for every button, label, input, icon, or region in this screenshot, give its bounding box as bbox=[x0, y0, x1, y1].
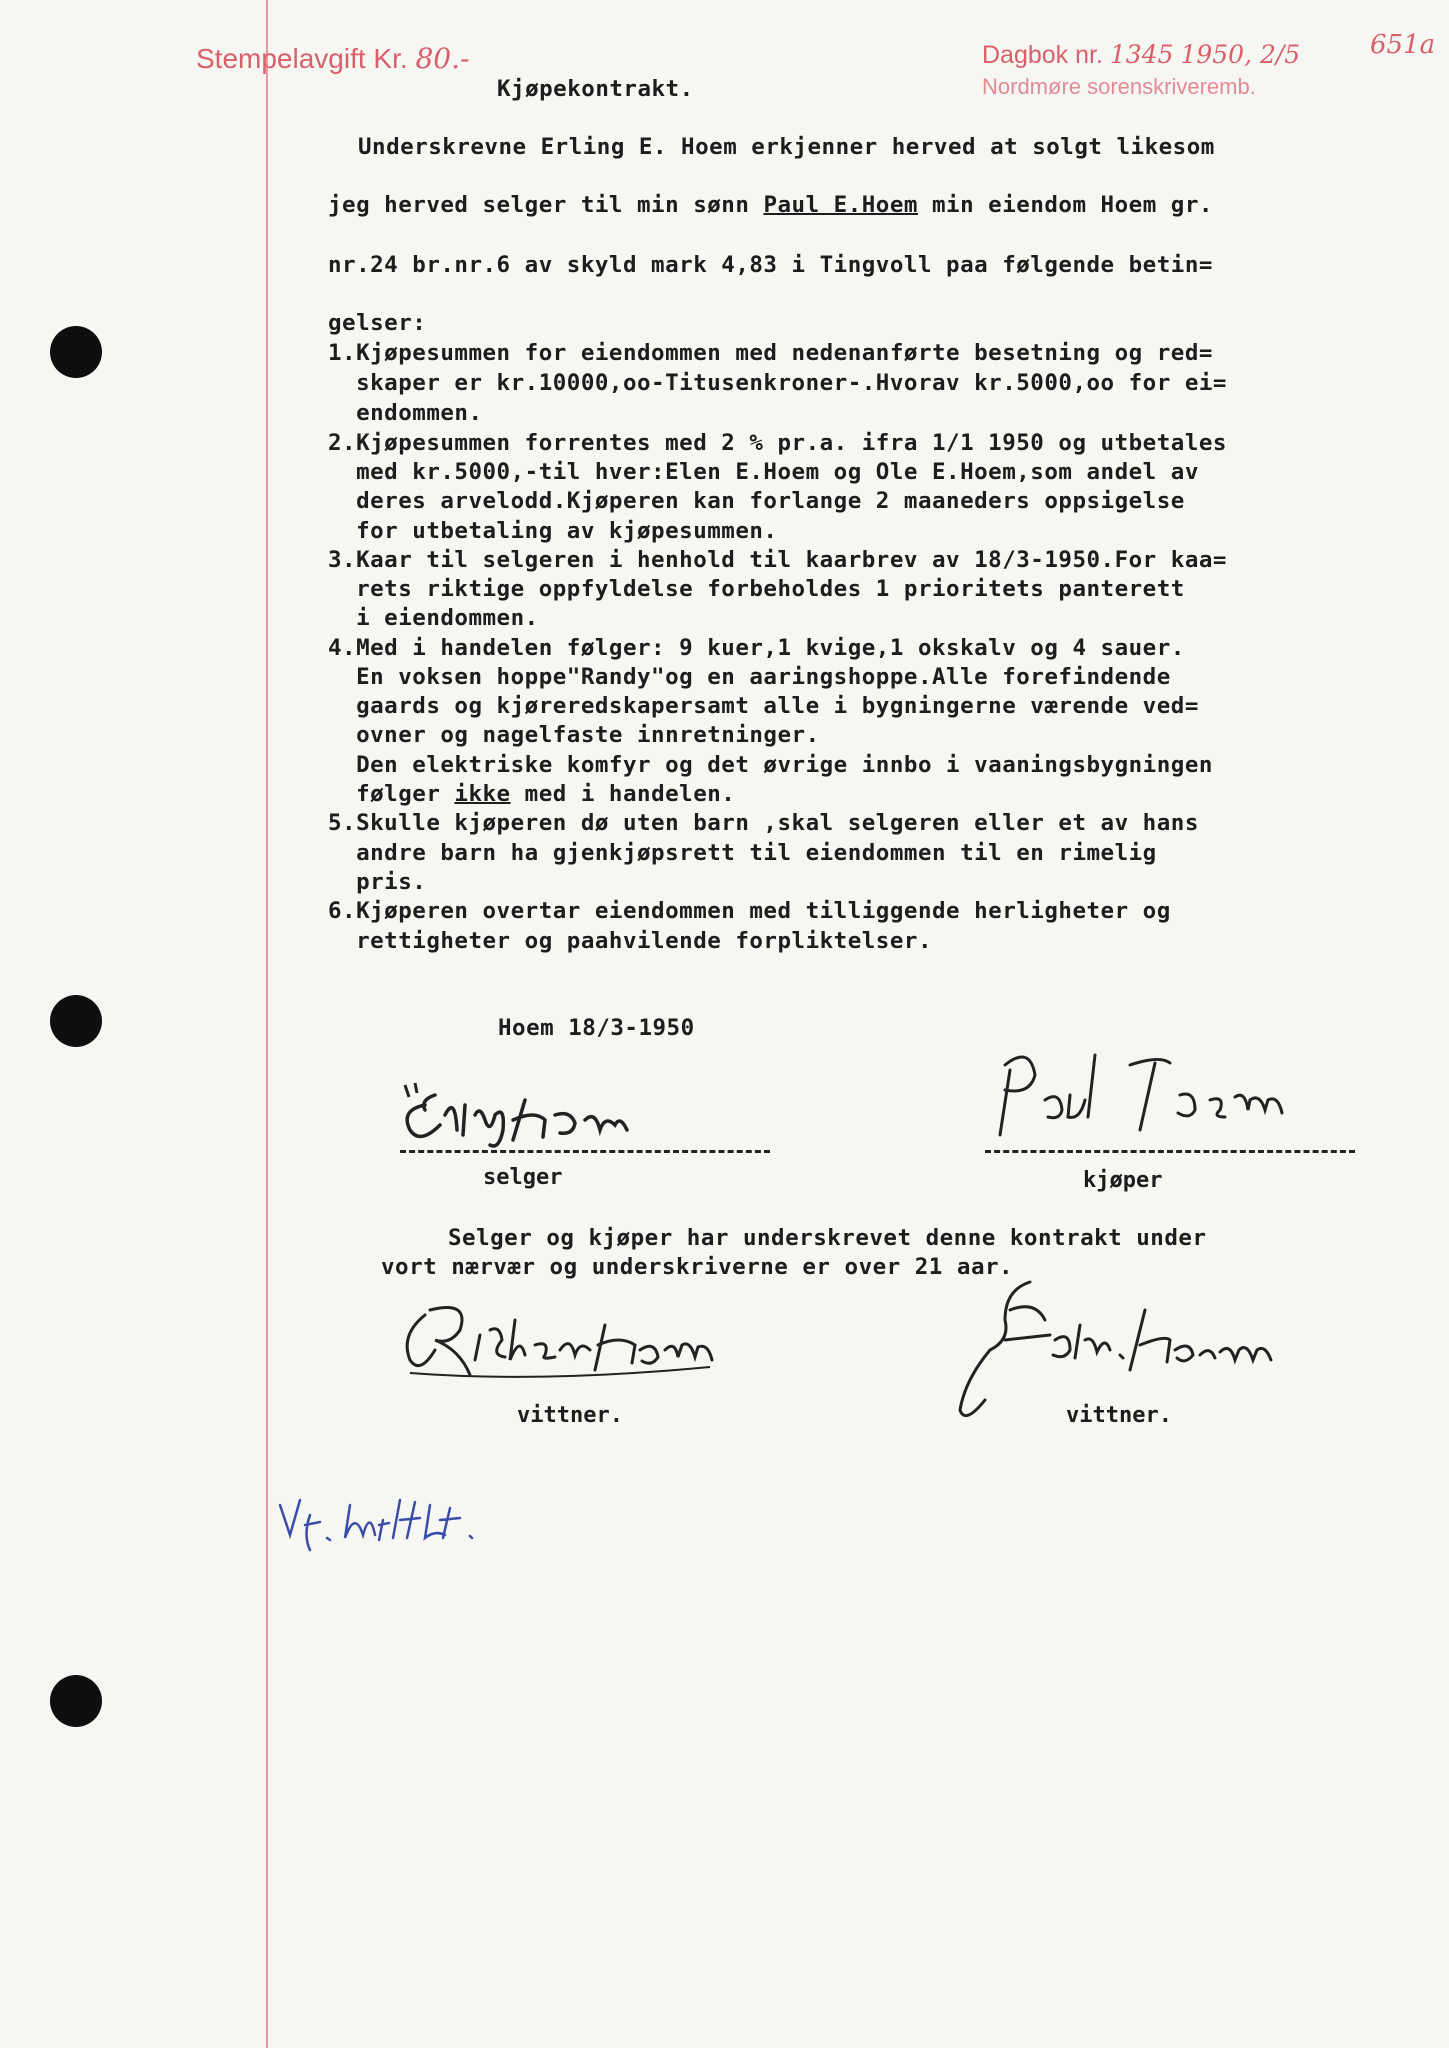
margin-annotation bbox=[275, 1490, 535, 1564]
seller-label: selger bbox=[483, 1165, 563, 1190]
clause-line: 6.Kjøperen overtar eiendommen med tilliggende herligheter og bbox=[328, 898, 1171, 924]
clause-line: 2.Kjøpesummen forrentes med 2 % pr.a. ifra 1/1 1950 og utbetales bbox=[328, 430, 1227, 456]
clause-text: med i handelen. bbox=[510, 781, 736, 807]
emphasis-ikke: ikke bbox=[454, 781, 511, 807]
journal-label: Dagbok nr. bbox=[982, 41, 1103, 69]
clause-line: ovner og nagelfaste innretninger. bbox=[328, 722, 820, 748]
clause-line: andre barn ha gjenkjøpsrett til eiendommen til en rimelig bbox=[328, 840, 1157, 866]
witness-statement-line: Selger og kjøper har underskrevet denne kontrakt under bbox=[448, 1225, 1207, 1251]
clause-line: pris. bbox=[328, 869, 427, 895]
punch-hole bbox=[50, 326, 102, 378]
office-stamp: Nordmøre sorenskriveremb. bbox=[982, 74, 1256, 99]
stamp-label: Stempelavgift Kr. bbox=[196, 43, 408, 74]
witness1-signature bbox=[390, 1295, 830, 1394]
clause-line: 3.Kaar til selgeren i henhold til kaarbrev av 18/3-1950.For kaa= bbox=[328, 547, 1227, 573]
intro-line: nr.24 br.nr.6 av skyld mark 4,83 i Tingvoll paa følgende betin= bbox=[328, 252, 1213, 278]
stamp-amount: 80.- bbox=[415, 42, 470, 75]
place-date: Hoem 18/3-1950 bbox=[498, 1015, 695, 1041]
clause-line: 1.Kjøpesummen for eiendommen med nedenanførte besetning og red= bbox=[328, 340, 1213, 366]
intro-text: jeg herved selger til min sønn bbox=[328, 192, 764, 218]
seller-signature bbox=[395, 1075, 795, 1159]
clause-line: rettigheter og paahvilende forpliktelser. bbox=[328, 928, 932, 954]
clause-line: 5.Skulle kjøperen dø uten barn ,skal selgeren eller et av hans bbox=[328, 810, 1199, 836]
clause-line: i eiendommen. bbox=[328, 605, 539, 631]
buyer-label: kjøper bbox=[1083, 1168, 1163, 1193]
clause-line: skaper er kr.10000,oo-Titusenkroner-.Hvorav kr.5000,oo for ei= bbox=[328, 370, 1227, 396]
clause-line: med kr.5000,-til hver:Elen E.Hoem og Ole E.Hoem,som andel av bbox=[328, 459, 1199, 485]
witness1-label: vittner. bbox=[517, 1403, 623, 1428]
clause-line bbox=[328, 781, 735, 807]
punch-hole bbox=[50, 995, 102, 1047]
witness-statement-line: vort nærvær og underskriverne er over 21 aar. bbox=[381, 1254, 1014, 1280]
intro-text: min eiendom Hoem gr. bbox=[917, 192, 1213, 218]
clause-line: for utbetaling av kjøpesummen. bbox=[328, 518, 778, 544]
clause-line: gaards og kjøreredskapersamt alle i bygningerne værende ved= bbox=[328, 693, 1199, 719]
intro-line bbox=[328, 192, 1213, 218]
clause-line: Den elektriske komfyr og det øvrige innbo i vaaningsbygningen bbox=[328, 752, 1213, 778]
bleed-through-text bbox=[995, 1655, 1147, 1696]
intro-line: gelser: bbox=[328, 310, 427, 336]
folio-number: 651a bbox=[1370, 30, 1436, 60]
buyer-name: Paul E.Hoem bbox=[763, 192, 918, 218]
intro-line: Underskrevne Erling E. Hoem erkjenner herved at solgt likesom bbox=[358, 134, 1215, 160]
journal-date: 1950, 2/5 bbox=[1180, 40, 1301, 69]
clause-line: deres arvelodd.Kjøperen kan forlange 2 maaneders oppsigelse bbox=[328, 488, 1185, 514]
clause-line: rets riktige oppfyldelse forbeholdes 1 prioritets panterett bbox=[328, 576, 1185, 602]
seller-signature-line bbox=[400, 1150, 770, 1153]
journal-number: 1345 bbox=[1109, 40, 1174, 69]
clause-line: En voksen hoppe"Randy"og en aaringshoppe.Alle forefindende bbox=[328, 664, 1171, 690]
document-title: Kjøpekontrakt. bbox=[497, 76, 694, 102]
clause-line: endommen. bbox=[328, 400, 483, 426]
buyer-signature bbox=[990, 1045, 1370, 1149]
clause-text: følger bbox=[328, 781, 455, 807]
clause-line: 4.Med i handelen følger: 9 kuer,1 kvige,1 okskalv og 4 sauer. bbox=[328, 635, 1185, 661]
witness2-label: vittner. bbox=[1066, 1403, 1172, 1428]
buyer-signature-line bbox=[985, 1150, 1355, 1153]
punch-hole bbox=[50, 1675, 102, 1727]
journal-stamp bbox=[982, 40, 1300, 70]
margin-rule bbox=[266, 0, 268, 2048]
stamp-duty-stamp bbox=[196, 42, 469, 75]
